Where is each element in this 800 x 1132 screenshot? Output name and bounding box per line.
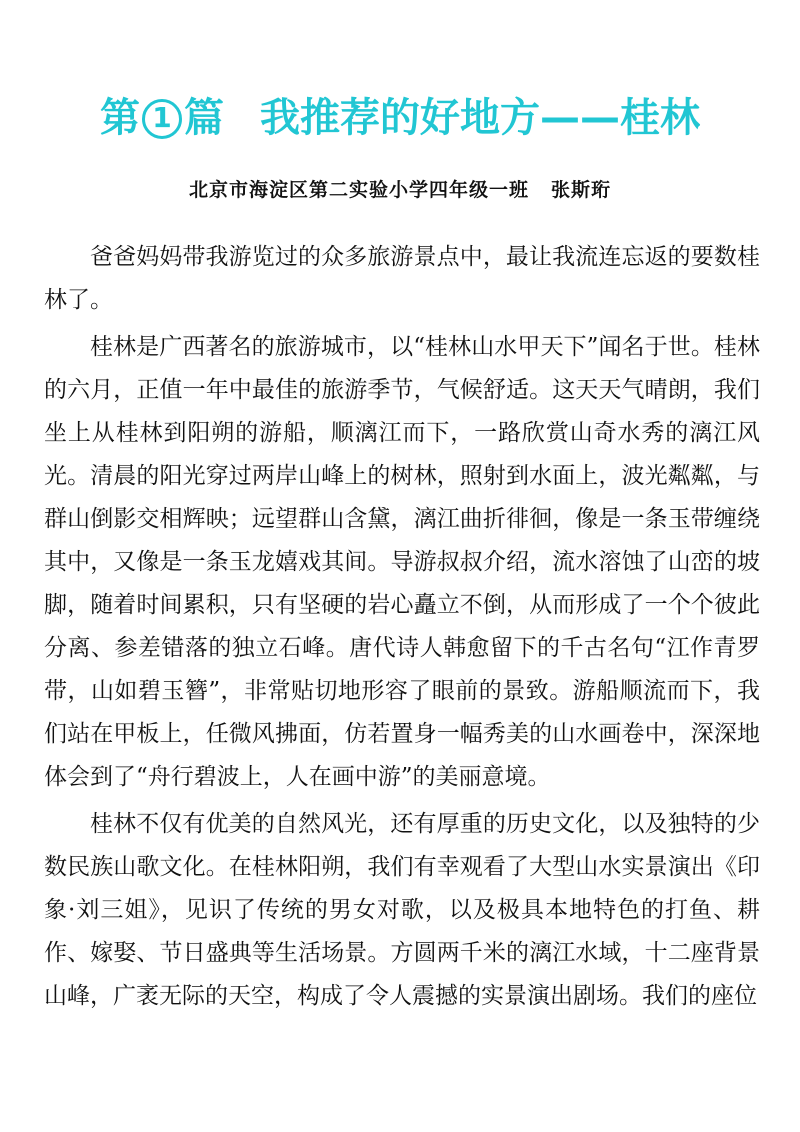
- paragraph-2: 桂林是广西著名的旅游城市，以“桂林山水甲天下”闻名于世。桂林的六月，正值一年中最佳的旅游季节，气候舒适。这天天气晴朗，我们坐上从桂林到阳朔的游船，顺漓江而下，一路欣赏山奇水秀的漓江风光。清晨的阳光穿过两岸山峰上的树林，照射到水面上，波光粼粼，与群山倒影交相辉映；远望群山含黛，漓江曲折徘徊，像是一条玉带缠绕其中，又像是一条玉龙嬉戏其间。导游叔叔介绍，流水溶蚀了山峦的坡脚，随着时间累积，只有坚硬的岩心矗立不倒，从而形成了一个个彼此分离、参差错落的独立石峰。唐代诗人韩愈留下的千古名句“江作青罗带，山如碧玉簪”，非常贴切地形容了眼前的景致。游船顺流而下，我们站在甲板上，任微风拂面，仿若置身一幅秀美的山水画卷中，深深地体会到了“舟行碧波上，人在画中游”的美丽意境。: [44, 334, 760, 790]
- author-byline: [0, 176, 800, 204]
- chapter-title-text: 我推荐的好地方——桂林: [260, 95, 700, 141]
- author-name: 张斯珩: [551, 179, 612, 201]
- author-school: 北京市海淀区第二实验小学四年级一班: [188, 179, 529, 201]
- chapter-suffix: 篇: [184, 95, 224, 141]
- chapter-number-badge: 1: [142, 99, 182, 139]
- chapter-prefix: 第: [100, 95, 140, 141]
- paragraph-1: 爸爸妈妈带我游览过的众多旅游景点中，最让我流连忘返的要数桂林了。: [44, 244, 760, 313]
- article-body: [44, 236, 760, 1018]
- paragraph-3: 桂林不仅有优美的自然风光，还有厚重的历史文化，以及独特的少数民族山歌文化。在桂林阳朔，我们有幸观看了大型山水实景演出《印象·刘三姐》，见识了传统的男女对歌，以及极具本地特色的打鱼、耕作、嫁娶、节日盛典等生活场景。方圆两千米的漓江水域，十二座背景山峰，广袤无际的天空，构成了令人震撼的实景演出剧场。我们的座位: [44, 811, 760, 1009]
- chapter-title: [0, 92, 800, 144]
